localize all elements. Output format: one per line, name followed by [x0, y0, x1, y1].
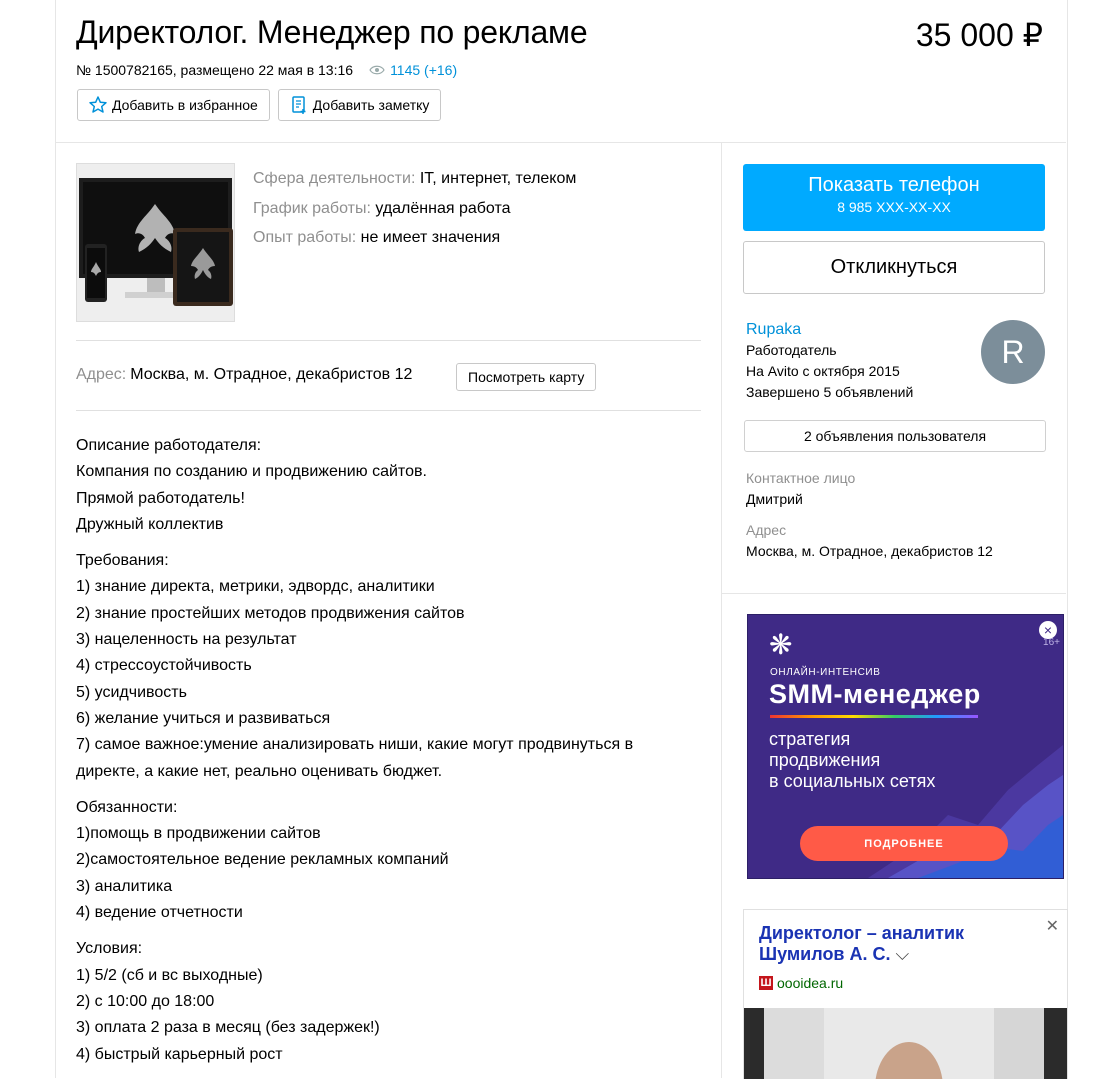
ad-title[interactable]: Директолог – аналитик Шумилов А. С. ⌵ — [759, 923, 965, 964]
site-favicon-icon: Ш — [760, 977, 772, 989]
phone-number-masked: 8 985 XXX-XX-XX — [837, 199, 951, 215]
job-params — [253, 164, 576, 253]
seller-name-link[interactable]: Rupaka — [746, 321, 802, 338]
address-label: Адрес: — [76, 366, 127, 383]
context-ad[interactable] — [743, 909, 1068, 1079]
show-map-button[interactable]: Посмотреть карту — [456, 363, 596, 391]
header-divider — [56, 142, 1066, 143]
add-note-button[interactable] — [278, 89, 442, 121]
seller-role: Работодатель — [746, 342, 837, 358]
eye-icon — [369, 65, 385, 75]
column-divider — [721, 143, 722, 1078]
banner-subtitle: стратегия продвижения в социальных сетях — [769, 729, 936, 791]
close-icon[interactable]: × — [1039, 621, 1057, 639]
item-number-date: № 1500782165, размещено 22 мая в 13:16 — [76, 62, 354, 78]
avatar[interactable]: R — [981, 320, 1045, 384]
seller-info — [746, 320, 913, 403]
contact-info — [746, 468, 993, 562]
ad-photo — [744, 1008, 1067, 1079]
description-section: Обязанности: 1)помощь в продвижении сайтов 2)самостоятельное ведение рекламных компаний 3) аналитика 4) ведение отчетности — [76, 798, 449, 922]
ad-image — [744, 1008, 1067, 1079]
show-phone-label: Показать телефон — [808, 174, 980, 196]
banner-cta-button[interactable]: ПОДРОБНЕЕ — [800, 826, 1008, 861]
contact-name: Дмитрий — [746, 491, 803, 507]
listing-image — [77, 164, 234, 321]
add-favorite-label: Добавить в избранное — [112, 97, 258, 113]
param-row: Опыт работы: не имеет значения — [253, 229, 501, 246]
item-meta — [76, 62, 457, 78]
listing-photo[interactable] — [76, 163, 235, 322]
views-counter[interactable] — [369, 62, 457, 78]
param-row: Сфера деятельности: IT, интернет, телеком — [253, 170, 577, 187]
seller-since: На Avito с октября 2015 — [746, 363, 900, 379]
description-section: Требования: 1) знание директа, метрики, эдвордс, аналитики 2) знание простейших методов продвижения сайтов 3) нацеленность на результат 4) стрессоустойчивость 5) усидчивость 6) желание учиться и развиваться 7) самое важное:умение анализировать ниши, какие могут продвинуться в директе, а какие нет, реально оценивать бюджет. — [76, 552, 634, 780]
ad-domain[interactable]: Ш oooidea.ru — [760, 975, 844, 991]
sidebar-divider — [722, 593, 1066, 594]
respond-button[interactable]: Откликнуться — [743, 241, 1045, 294]
price: 35 000 ₽ — [915, 17, 1043, 53]
smm-banner-ad[interactable] — [747, 614, 1064, 879]
contact-label: Контактное лицо — [746, 470, 856, 486]
divider — [76, 340, 701, 341]
divider — [76, 410, 701, 411]
banner-gradient-line — [770, 715, 978, 718]
address-row — [76, 366, 412, 384]
add-note-label: Добавить заметку — [312, 97, 430, 113]
param-row: График работы: удалённая работа — [253, 199, 511, 217]
star-icon — [88, 95, 108, 115]
close-icon[interactable]: ✕ — [1045, 918, 1059, 935]
add-favorite-button[interactable] — [77, 89, 270, 121]
description-section: Описание работодателя: Компания по созданию и продвижению сайтов. Прямой работодатель! Дружный коллектив — [76, 437, 427, 533]
sidebar-address-value: Москва, м. Отрадное, декабристов 12 — [746, 543, 993, 559]
snowflake-icon: ❋ — [769, 629, 793, 660]
banner-kicker: ОНЛАЙН-ИНТЕНСИВ — [770, 667, 881, 678]
age-rating: 16+ — [1043, 637, 1060, 648]
note-icon — [289, 95, 309, 115]
sidebar-address-label: Адрес — [746, 522, 787, 538]
description-section: Условия: 1) 5/2 (сб и вс выходные) 2) с 10:00 до 18:00 3) оплата 2 раза в месяц (без задержек!) 4) быстрый карьерный рост — [76, 940, 380, 1063]
views-count: 1145 (+16) — [390, 62, 458, 78]
banner-headline: SMM-менеджер — [769, 679, 981, 709]
page-title: Директолог. Менеджер по рекламе — [76, 14, 588, 50]
chevron-down-icon: ⌵ — [895, 944, 910, 964]
action-buttons — [77, 89, 441, 121]
user-ads-button[interactable]: 2 объявления пользователя — [744, 420, 1046, 452]
address-value: Москва, м. Отрадное, декабристов 12 — [130, 366, 413, 383]
description — [76, 433, 701, 1078]
show-phone-button[interactable] — [743, 164, 1045, 231]
seller-completed: Завершено 5 объявлений — [746, 384, 914, 400]
